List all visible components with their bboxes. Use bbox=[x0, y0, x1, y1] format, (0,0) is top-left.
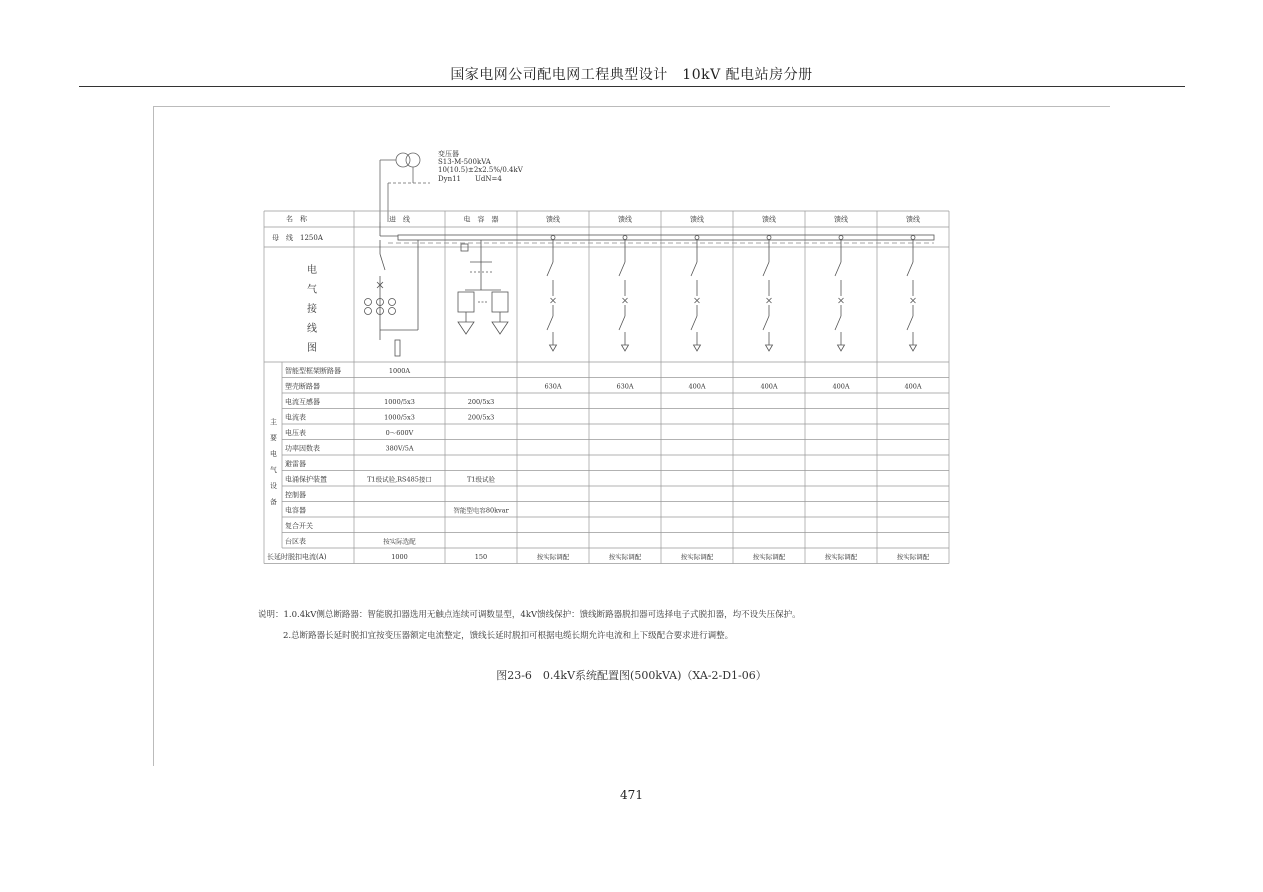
cell-long-delay-7: 按实际调配 bbox=[896, 553, 930, 561]
row-label-2: 电流互感器 bbox=[285, 398, 320, 406]
cell-1-5: 400A bbox=[760, 382, 778, 391]
feeder-tap-node-5 bbox=[911, 236, 915, 240]
feeder-isolator-blade-2 bbox=[691, 316, 697, 330]
feeder-switch-blade-5 bbox=[907, 262, 913, 276]
feeder-tap-node-1 bbox=[623, 236, 627, 240]
capacitor-delta-right bbox=[492, 322, 508, 334]
feeder-tap-node-0 bbox=[551, 236, 555, 240]
column-header-4: 馈线 bbox=[690, 215, 704, 224]
feeder-circuit-4 bbox=[835, 236, 845, 352]
cell-5-0: 380V/5A bbox=[385, 444, 414, 453]
table-cells bbox=[367, 367, 930, 561]
busbar-label: 母 线 1250A bbox=[272, 234, 323, 242]
row-label-6: 避雷器 bbox=[285, 460, 306, 468]
column-header-7: 馈线 bbox=[906, 215, 920, 224]
cell-2-1: 200/5x3 bbox=[467, 398, 495, 406]
feeder-circuit-2 bbox=[691, 236, 701, 352]
main-equipment-label-char-5: 备 bbox=[270, 498, 277, 506]
column-header-5: 馈线 bbox=[762, 215, 776, 224]
busbar-bar bbox=[398, 235, 934, 240]
cell-long-delay-6: 按实际调配 bbox=[824, 553, 858, 561]
feeder-circuit-1 bbox=[619, 236, 629, 352]
feeder-breaker-cross-3 bbox=[767, 298, 772, 303]
feeder-outgoing-arrow-1 bbox=[622, 345, 629, 351]
feeder-switch-blade-3 bbox=[763, 262, 769, 276]
cell-11-0: 按实际选配 bbox=[383, 537, 416, 546]
feeder-tap-node-2 bbox=[695, 236, 699, 240]
cell-3-1: 200/5x3 bbox=[467, 413, 495, 422]
diagram-label bbox=[307, 263, 317, 354]
column-header-0: 进 线 bbox=[389, 215, 410, 224]
main-equipment-label-char-2: 电 bbox=[270, 450, 277, 458]
main-equipment-label-char-3: 气 bbox=[270, 466, 277, 474]
diagram-label-char-3: 线 bbox=[307, 323, 317, 335]
capacitor-k-box bbox=[461, 244, 468, 251]
cell-long-delay-5: 按实际调配 bbox=[752, 553, 786, 561]
cell-2-0: 1000/5x3 bbox=[384, 398, 415, 406]
feeder-isolator-blade-1 bbox=[619, 316, 625, 330]
main-equipment-label-char-4: 设 bbox=[270, 482, 277, 490]
column-headers bbox=[389, 215, 920, 224]
cell-long-delay-0: 1000 bbox=[391, 553, 408, 561]
row-label-0: 智能型框架断路器 bbox=[285, 367, 341, 375]
row-label-11: 台区表 bbox=[285, 537, 306, 546]
feeder-tap-node-3 bbox=[767, 236, 771, 240]
feeder-switch-blade-1 bbox=[619, 262, 625, 276]
feeder-breaker-cross-4 bbox=[839, 298, 844, 303]
cell-1-6: 400A bbox=[832, 382, 850, 391]
page-header-title: 国家电网公司配电网工程典型设计 10kV 配电站房分册 bbox=[450, 67, 813, 83]
diagram-label-char-1: 气 bbox=[307, 284, 317, 296]
transformer-winding-2 bbox=[406, 153, 420, 167]
current-transformer-0 bbox=[365, 299, 372, 306]
row-label-10: 复合开关 bbox=[285, 522, 313, 530]
feeder-outgoing-arrow-4 bbox=[838, 345, 845, 351]
main-equipment-label-char-1: 要 bbox=[270, 434, 277, 442]
row-label-1: 塑壳断路器 bbox=[285, 382, 320, 391]
cell-long-delay-2: 按实际调配 bbox=[536, 553, 570, 561]
cell-0-0: 1000A bbox=[388, 367, 411, 375]
column-header-6: 馈线 bbox=[834, 215, 848, 224]
main-equipment-label bbox=[270, 417, 277, 506]
cell-long-delay-1: 150 bbox=[474, 553, 488, 561]
capacitor-unit-right bbox=[492, 292, 508, 312]
feeder-outgoing-arrow-3 bbox=[766, 345, 773, 351]
diagram-label-char-2: 接 bbox=[307, 304, 317, 315]
note-1: 说明：1.0.4kV侧总断路器：智能脱扣器选用无触点连续可调数显型，4kV馈线保护：馈线断路器脱扣器可选择电子式脱扣器，均不设失压保护。 bbox=[258, 610, 801, 620]
feeder-outgoing-arrow-0 bbox=[550, 345, 557, 351]
cell-7-0: T1级试验,RS485接口 bbox=[367, 475, 432, 484]
column-header-3: 馈线 bbox=[618, 215, 632, 224]
cell-1-2: 630A bbox=[544, 382, 562, 391]
diagram-label-char-0: 电 bbox=[307, 265, 317, 276]
column-header-1: 电 容 器 bbox=[463, 215, 499, 224]
transformer-model: S13-M-500kVA bbox=[438, 158, 491, 166]
circuit-symbols bbox=[365, 222, 917, 356]
cell-1-7: 400A bbox=[904, 382, 922, 391]
cell-1-3: 630A bbox=[616, 382, 634, 391]
transformer-symbol bbox=[380, 153, 430, 222]
transformer-ratio: 10(10.5)±2x2.5%/0.4kV bbox=[438, 166, 523, 174]
figure-caption: 图23-6 0.4kV系统配置图(500kVA)（XA-2-D1-06） bbox=[496, 669, 767, 682]
cell-4-0: 0～600V bbox=[385, 429, 414, 437]
capacitor-unit-left bbox=[458, 292, 474, 312]
cell-long-delay-3: 按实际调配 bbox=[608, 553, 642, 561]
feeder-isolator-blade-4 bbox=[835, 316, 841, 330]
current-transformer-2 bbox=[389, 299, 396, 306]
cell-9-1: 智能型电容80kvar bbox=[453, 506, 509, 515]
feeder-switch-blade-4 bbox=[835, 262, 841, 276]
feeder-breaker-cross-2 bbox=[695, 298, 700, 303]
current-transformer-5 bbox=[389, 308, 396, 315]
page-number: 471 bbox=[620, 788, 643, 802]
cell-7-1: T1级试验 bbox=[467, 475, 495, 484]
feeder-breaker-cross-5 bbox=[911, 298, 916, 303]
name-label: 名 称 bbox=[286, 215, 307, 223]
incoming-breaker-blade bbox=[380, 254, 385, 270]
feeder-switch-blade-2 bbox=[691, 262, 697, 276]
feeder-circuit-3 bbox=[763, 236, 773, 352]
row-label-9: 电容器 bbox=[285, 506, 306, 515]
row-labels bbox=[267, 366, 341, 561]
note-2: 2.总断路器长延时脱扣宜按变压器额定电流整定，馈线长延时脱扣可根据电缆长期允许电流和上下级配合要求进行调整。 bbox=[283, 631, 734, 641]
row-label-4: 电压表 bbox=[285, 429, 306, 437]
feeder-isolator-blade-3 bbox=[763, 316, 769, 330]
row-label-8: 控制器 bbox=[285, 491, 306, 499]
row-label-3: 电流表 bbox=[285, 413, 306, 422]
feeder-tap-node-4 bbox=[839, 236, 843, 240]
diagram-label-char-4: 图 bbox=[307, 343, 317, 354]
feeder-breaker-cross-1 bbox=[623, 298, 628, 303]
capacitor-delta-left bbox=[458, 322, 474, 334]
row-label-5: 功率因数表 bbox=[285, 444, 320, 453]
feeder-breaker-cross-0 bbox=[551, 298, 556, 303]
feeder-circuit-5 bbox=[907, 236, 917, 352]
incoming-fuse bbox=[395, 340, 400, 356]
cell-3-0: 1000/5x3 bbox=[384, 413, 415, 422]
row-label-7: 电涌保护装置 bbox=[285, 475, 327, 484]
feeder-circuit-0 bbox=[547, 236, 557, 352]
column-header-2: 馈线 bbox=[546, 215, 560, 224]
feeder-outgoing-arrow-5 bbox=[910, 345, 917, 351]
feeder-switch-blade-0 bbox=[547, 262, 553, 276]
cell-long-delay-4: 按实际调配 bbox=[680, 553, 714, 561]
cell-1-4: 400A bbox=[688, 382, 706, 391]
row-label-long-delay: 长延时脱扣电流(A) bbox=[267, 553, 327, 561]
transformer-vector: Dyn11 UdN=4 bbox=[438, 175, 502, 183]
feeder-isolator-blade-0 bbox=[547, 316, 553, 330]
transformer-name: 变压器 bbox=[438, 150, 459, 158]
current-transformer-3 bbox=[365, 308, 372, 315]
main-equipment-label-char-0: 主 bbox=[270, 418, 277, 426]
feeder-outgoing-arrow-2 bbox=[694, 345, 701, 351]
feeder-isolator-blade-5 bbox=[907, 316, 913, 330]
